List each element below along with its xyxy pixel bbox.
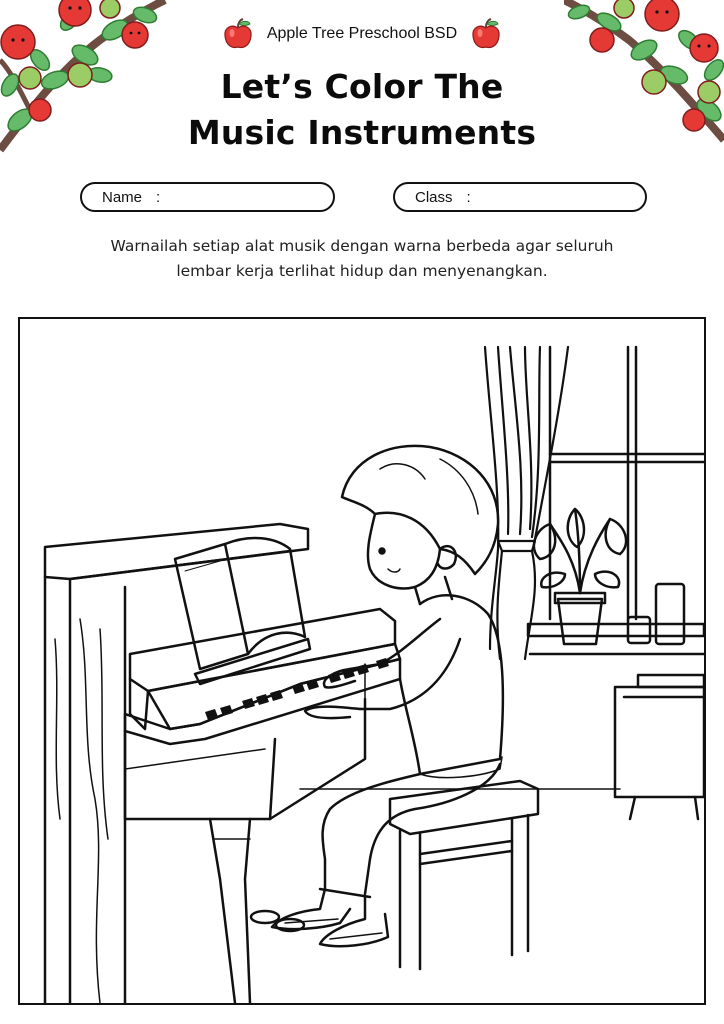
name-field[interactable]: [80, 182, 335, 212]
window-sill: [528, 624, 704, 654]
window: [550, 347, 704, 619]
title-line-1: Let’s Color The: [220, 67, 504, 106]
class-label: Class: [415, 188, 453, 206]
instructions-line-2: lembar kerja terlihat hidup dan menyenangkan.: [176, 262, 548, 280]
boy: [272, 446, 503, 946]
instructions-line-1: Warnailah setiap alat musik dengan warna berbeda agar seluruh: [110, 237, 614, 255]
school-name: Apple Tree Preschool BSD: [266, 25, 458, 42]
side-table: [615, 675, 704, 819]
worksheet-title: [0, 64, 724, 156]
apple-icon: [471, 18, 501, 50]
coloring-illustration-frame[interactable]: [18, 317, 706, 1005]
boy-playing-piano-illustration: [20, 319, 704, 1003]
school-header: [0, 18, 724, 50]
title-line-2: Music Instruments: [187, 113, 537, 152]
name-label: Name: [102, 188, 143, 206]
instructions-text: [60, 234, 664, 284]
class-colon: :: [466, 188, 471, 206]
name-colon: :: [156, 188, 161, 206]
class-field[interactable]: [393, 182, 647, 212]
piano: [45, 524, 400, 1003]
apple-icon: [223, 18, 253, 50]
sheet-music-book: [175, 538, 310, 684]
curtain: [485, 347, 568, 659]
